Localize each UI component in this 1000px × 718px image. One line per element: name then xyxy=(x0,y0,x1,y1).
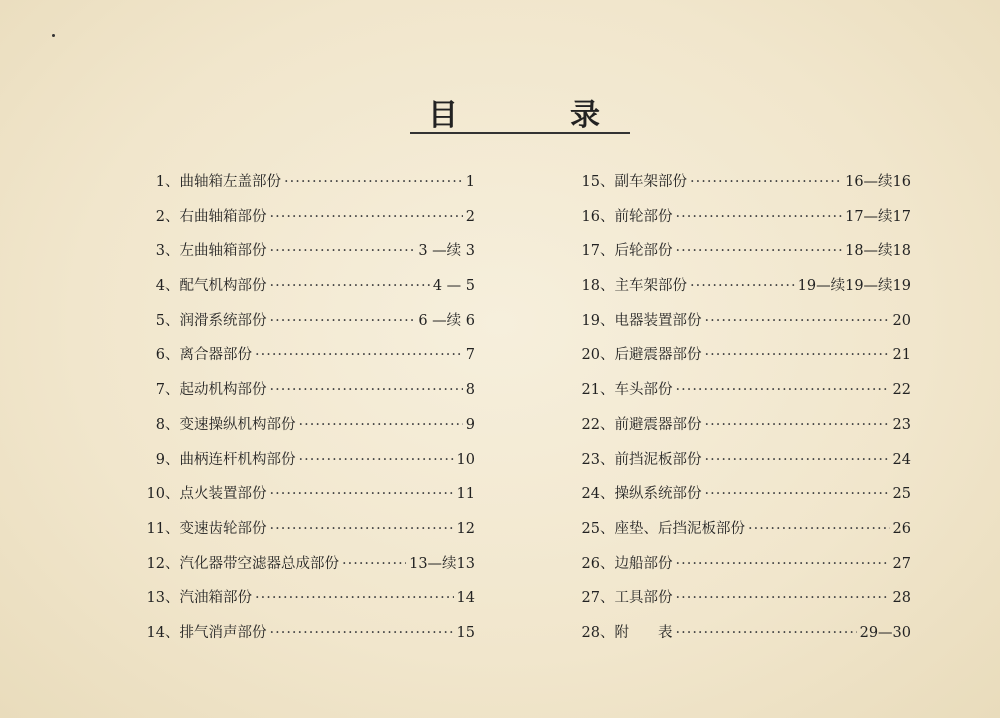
toc-entry xyxy=(130,311,475,346)
toc-entry xyxy=(130,207,475,242)
entry-title: 车头部份 xyxy=(614,382,673,399)
leader-dots xyxy=(255,345,463,365)
entry-number: 24 xyxy=(581,486,600,503)
entry-title: 前轮部份 xyxy=(614,208,673,225)
entry-title: 边船部份 xyxy=(614,555,673,572)
entry-title: 排气消声部份 xyxy=(179,624,267,641)
entry-page-number: 20 xyxy=(892,312,911,329)
entry-title: 汽化器带空滤器总成部份 xyxy=(179,555,339,572)
entry-page-number: 12 xyxy=(456,520,475,537)
toc-entry xyxy=(565,484,911,519)
entry-page-number: 18—续18 xyxy=(845,243,911,260)
entry-number: 20 xyxy=(581,347,600,364)
entry-number: 27 xyxy=(581,590,600,607)
entry-title: 后轮部份 xyxy=(614,243,673,260)
leader-dots xyxy=(270,311,416,331)
toc-entry xyxy=(565,241,911,276)
title-char-2: 录 xyxy=(570,98,600,133)
entry-page-number: 17—续17 xyxy=(845,208,911,225)
toc-column-left xyxy=(130,172,475,658)
entry-page-number: 9 xyxy=(465,416,475,433)
entry-page-number: 23 xyxy=(892,416,911,433)
entry-page-number: 10 xyxy=(456,451,475,468)
entry-separator: 、 xyxy=(165,624,180,641)
entry-number: 10 xyxy=(146,486,165,503)
entry-title: 变速齿轮部份 xyxy=(179,520,267,537)
entry-title: 汽油箱部份 xyxy=(179,590,252,607)
toc-entry xyxy=(565,380,911,415)
toc-entry xyxy=(130,276,475,311)
entry-number: 16 xyxy=(581,208,600,225)
leader-dots xyxy=(705,450,890,470)
entry-number: 23 xyxy=(581,451,600,468)
leader-dots xyxy=(342,554,406,574)
entry-page-number: 25 xyxy=(892,486,911,503)
leader-dots xyxy=(705,415,890,435)
toc-entry xyxy=(565,623,911,658)
entry-separator: 、 xyxy=(165,520,180,537)
entry-separator: 、 xyxy=(165,486,180,503)
toc-entry xyxy=(565,207,911,242)
entry-page-number: 7 xyxy=(465,347,475,364)
leader-dots xyxy=(676,241,843,261)
entry-separator: 、 xyxy=(165,208,180,225)
entry-number: 14 xyxy=(146,624,165,641)
entry-page-number: 22 xyxy=(892,382,911,399)
entry-title: 电器装置部份 xyxy=(614,312,702,329)
entry-separator: 、 xyxy=(600,382,615,399)
entry-page-number: 26 xyxy=(892,520,911,537)
entry-title: 润滑系统部份 xyxy=(179,312,267,329)
entry-number: 13 xyxy=(146,590,165,607)
entry-number: 15 xyxy=(581,174,600,190)
toc-entry xyxy=(130,554,475,589)
entry-title: 座垫、后挡泥板部份 xyxy=(614,520,745,537)
leader-dots xyxy=(299,450,454,470)
entry-separator: 、 xyxy=(600,486,615,503)
entry-page-number: 4 — 5 xyxy=(432,278,475,295)
leader-dots xyxy=(690,276,795,296)
entry-number: 19 xyxy=(581,312,600,329)
entry-number: 12 xyxy=(146,555,165,572)
toc-entry xyxy=(565,554,911,589)
toc-entry xyxy=(130,241,475,276)
toc-entry xyxy=(130,450,475,485)
entry-title: 副车架部份 xyxy=(614,174,687,190)
entry-title: 配气机构部份 xyxy=(179,278,267,295)
entry-number: 18 xyxy=(581,278,600,295)
toc-entry xyxy=(130,380,475,415)
toc-column-right xyxy=(565,172,911,658)
entry-number: 25 xyxy=(581,520,600,537)
entry-number: 1 xyxy=(155,174,165,190)
entry-separator: 、 xyxy=(600,520,615,537)
leader-dots xyxy=(705,311,890,331)
entry-number: 5 xyxy=(155,312,165,329)
entry-separator: 、 xyxy=(165,590,180,607)
entry-title: 点火装置部份 xyxy=(179,486,267,503)
toc-entry xyxy=(130,172,475,207)
entry-title: 左曲轴箱部份 xyxy=(179,243,267,260)
leader-dots xyxy=(705,345,890,365)
toc-entry xyxy=(565,415,911,450)
entry-title: 前避震器部份 xyxy=(614,416,702,433)
ink-speck xyxy=(52,34,55,37)
entry-separator: 、 xyxy=(165,451,180,468)
entry-number: 3 xyxy=(155,243,165,260)
leader-dots xyxy=(676,554,890,574)
entry-separator: 、 xyxy=(165,555,180,572)
entry-title: 操纵系统部份 xyxy=(614,486,702,503)
page-title xyxy=(410,90,630,133)
entry-title: 后避震器部份 xyxy=(614,347,702,364)
toc-entry xyxy=(565,519,911,554)
entry-page-number: 14 xyxy=(456,590,475,607)
entry-page-number: 28 xyxy=(892,590,911,607)
toc-entry xyxy=(565,345,911,380)
entry-page-number: 3 —续 3 xyxy=(418,243,475,260)
entry-separator: 、 xyxy=(165,278,180,295)
entry-separator: 、 xyxy=(600,208,615,225)
leader-dots xyxy=(270,380,463,400)
leader-dots xyxy=(676,380,890,400)
leader-dots xyxy=(270,207,463,227)
entry-title: 离合器部份 xyxy=(179,347,252,364)
entry-separator: 、 xyxy=(165,174,180,190)
entry-number: 6 xyxy=(155,347,165,364)
toc-entry xyxy=(565,311,911,346)
entry-separator: 、 xyxy=(165,347,180,364)
entry-page-number: 8 xyxy=(465,382,475,399)
leader-dots xyxy=(299,415,463,435)
toc-entry xyxy=(565,276,911,311)
entry-separator: 、 xyxy=(600,451,615,468)
entry-number: 7 xyxy=(155,382,165,399)
toc-entry xyxy=(565,588,911,623)
entry-title: 工具部份 xyxy=(614,590,673,607)
entry-page-number: 1 xyxy=(465,174,475,190)
entry-separator: 、 xyxy=(600,243,615,260)
entry-number: 21 xyxy=(581,382,600,399)
leader-dots xyxy=(690,172,842,192)
entry-page-number: 21 xyxy=(892,347,911,364)
entry-number: 11 xyxy=(146,520,165,537)
entry-page-number: 13—续13 xyxy=(409,555,475,572)
entry-page-number: 15 xyxy=(456,624,475,641)
entry-separator: 、 xyxy=(165,382,180,399)
leader-dots xyxy=(284,172,463,192)
entry-number: 2 xyxy=(155,208,165,225)
leader-dots xyxy=(270,276,430,296)
toc-entry xyxy=(130,623,475,658)
entry-title: 曲轴箱左盖部份 xyxy=(179,174,281,190)
title-underline xyxy=(410,132,630,134)
entry-number: 22 xyxy=(581,416,600,433)
entry-separator: 、 xyxy=(600,347,615,364)
entry-title: 主车架部份 xyxy=(614,278,687,295)
entry-number: 26 xyxy=(581,555,600,572)
entry-separator: 、 xyxy=(165,312,180,329)
entry-separator: 、 xyxy=(600,555,615,572)
leader-dots xyxy=(270,519,454,539)
entry-title: 前挡泥板部份 xyxy=(614,451,702,468)
toc-entry xyxy=(130,588,475,623)
leader-dots xyxy=(676,207,843,227)
entry-page-number: 19—续19—续19 xyxy=(797,278,911,295)
entry-separator: 、 xyxy=(600,590,615,607)
toc-entry xyxy=(565,450,911,485)
leader-dots xyxy=(748,519,890,539)
entry-title: 曲柄连杆机构部份 xyxy=(179,451,296,468)
toc-entry xyxy=(130,484,475,519)
toc-entry xyxy=(130,519,475,554)
title-char-1: 目 xyxy=(428,98,458,133)
entry-number: 4 xyxy=(155,278,165,295)
entry-page-number: 11 xyxy=(456,486,475,503)
entry-page-number: 24 xyxy=(892,451,911,468)
entry-separator: 、 xyxy=(600,312,615,329)
leader-dots xyxy=(255,588,454,608)
entry-title: 右曲轴箱部份 xyxy=(179,208,267,225)
entry-page-number: 29—30 xyxy=(859,624,911,641)
leader-dots xyxy=(676,588,890,608)
toc-entry xyxy=(130,345,475,380)
entry-separator: 、 xyxy=(600,624,615,641)
entry-number: 17 xyxy=(581,243,600,260)
entry-separator: 、 xyxy=(600,174,615,190)
leader-dots xyxy=(676,623,857,643)
entry-title: 起动机构部份 xyxy=(179,382,267,399)
entry-page-number: 16—续16 xyxy=(845,174,911,190)
entry-title: 附 表 xyxy=(614,624,673,641)
entry-page-number: 2 xyxy=(465,208,475,225)
leader-dots xyxy=(270,241,416,261)
entry-number: 9 xyxy=(155,451,165,468)
toc-entry xyxy=(130,415,475,450)
entry-page-number: 27 xyxy=(892,555,911,572)
entry-separator: 、 xyxy=(600,416,615,433)
leader-dots xyxy=(270,623,454,643)
entry-title: 变速操纵机构部份 xyxy=(179,416,296,433)
toc-entry xyxy=(565,172,911,207)
entry-separator: 、 xyxy=(165,243,180,260)
entry-number: 8 xyxy=(155,416,165,433)
entry-separator: 、 xyxy=(165,416,180,433)
entry-number: 28 xyxy=(581,624,600,641)
entry-separator: 、 xyxy=(600,278,615,295)
entry-page-number: 6 —续 6 xyxy=(418,312,475,329)
leader-dots xyxy=(705,484,890,504)
leader-dots xyxy=(270,484,454,504)
